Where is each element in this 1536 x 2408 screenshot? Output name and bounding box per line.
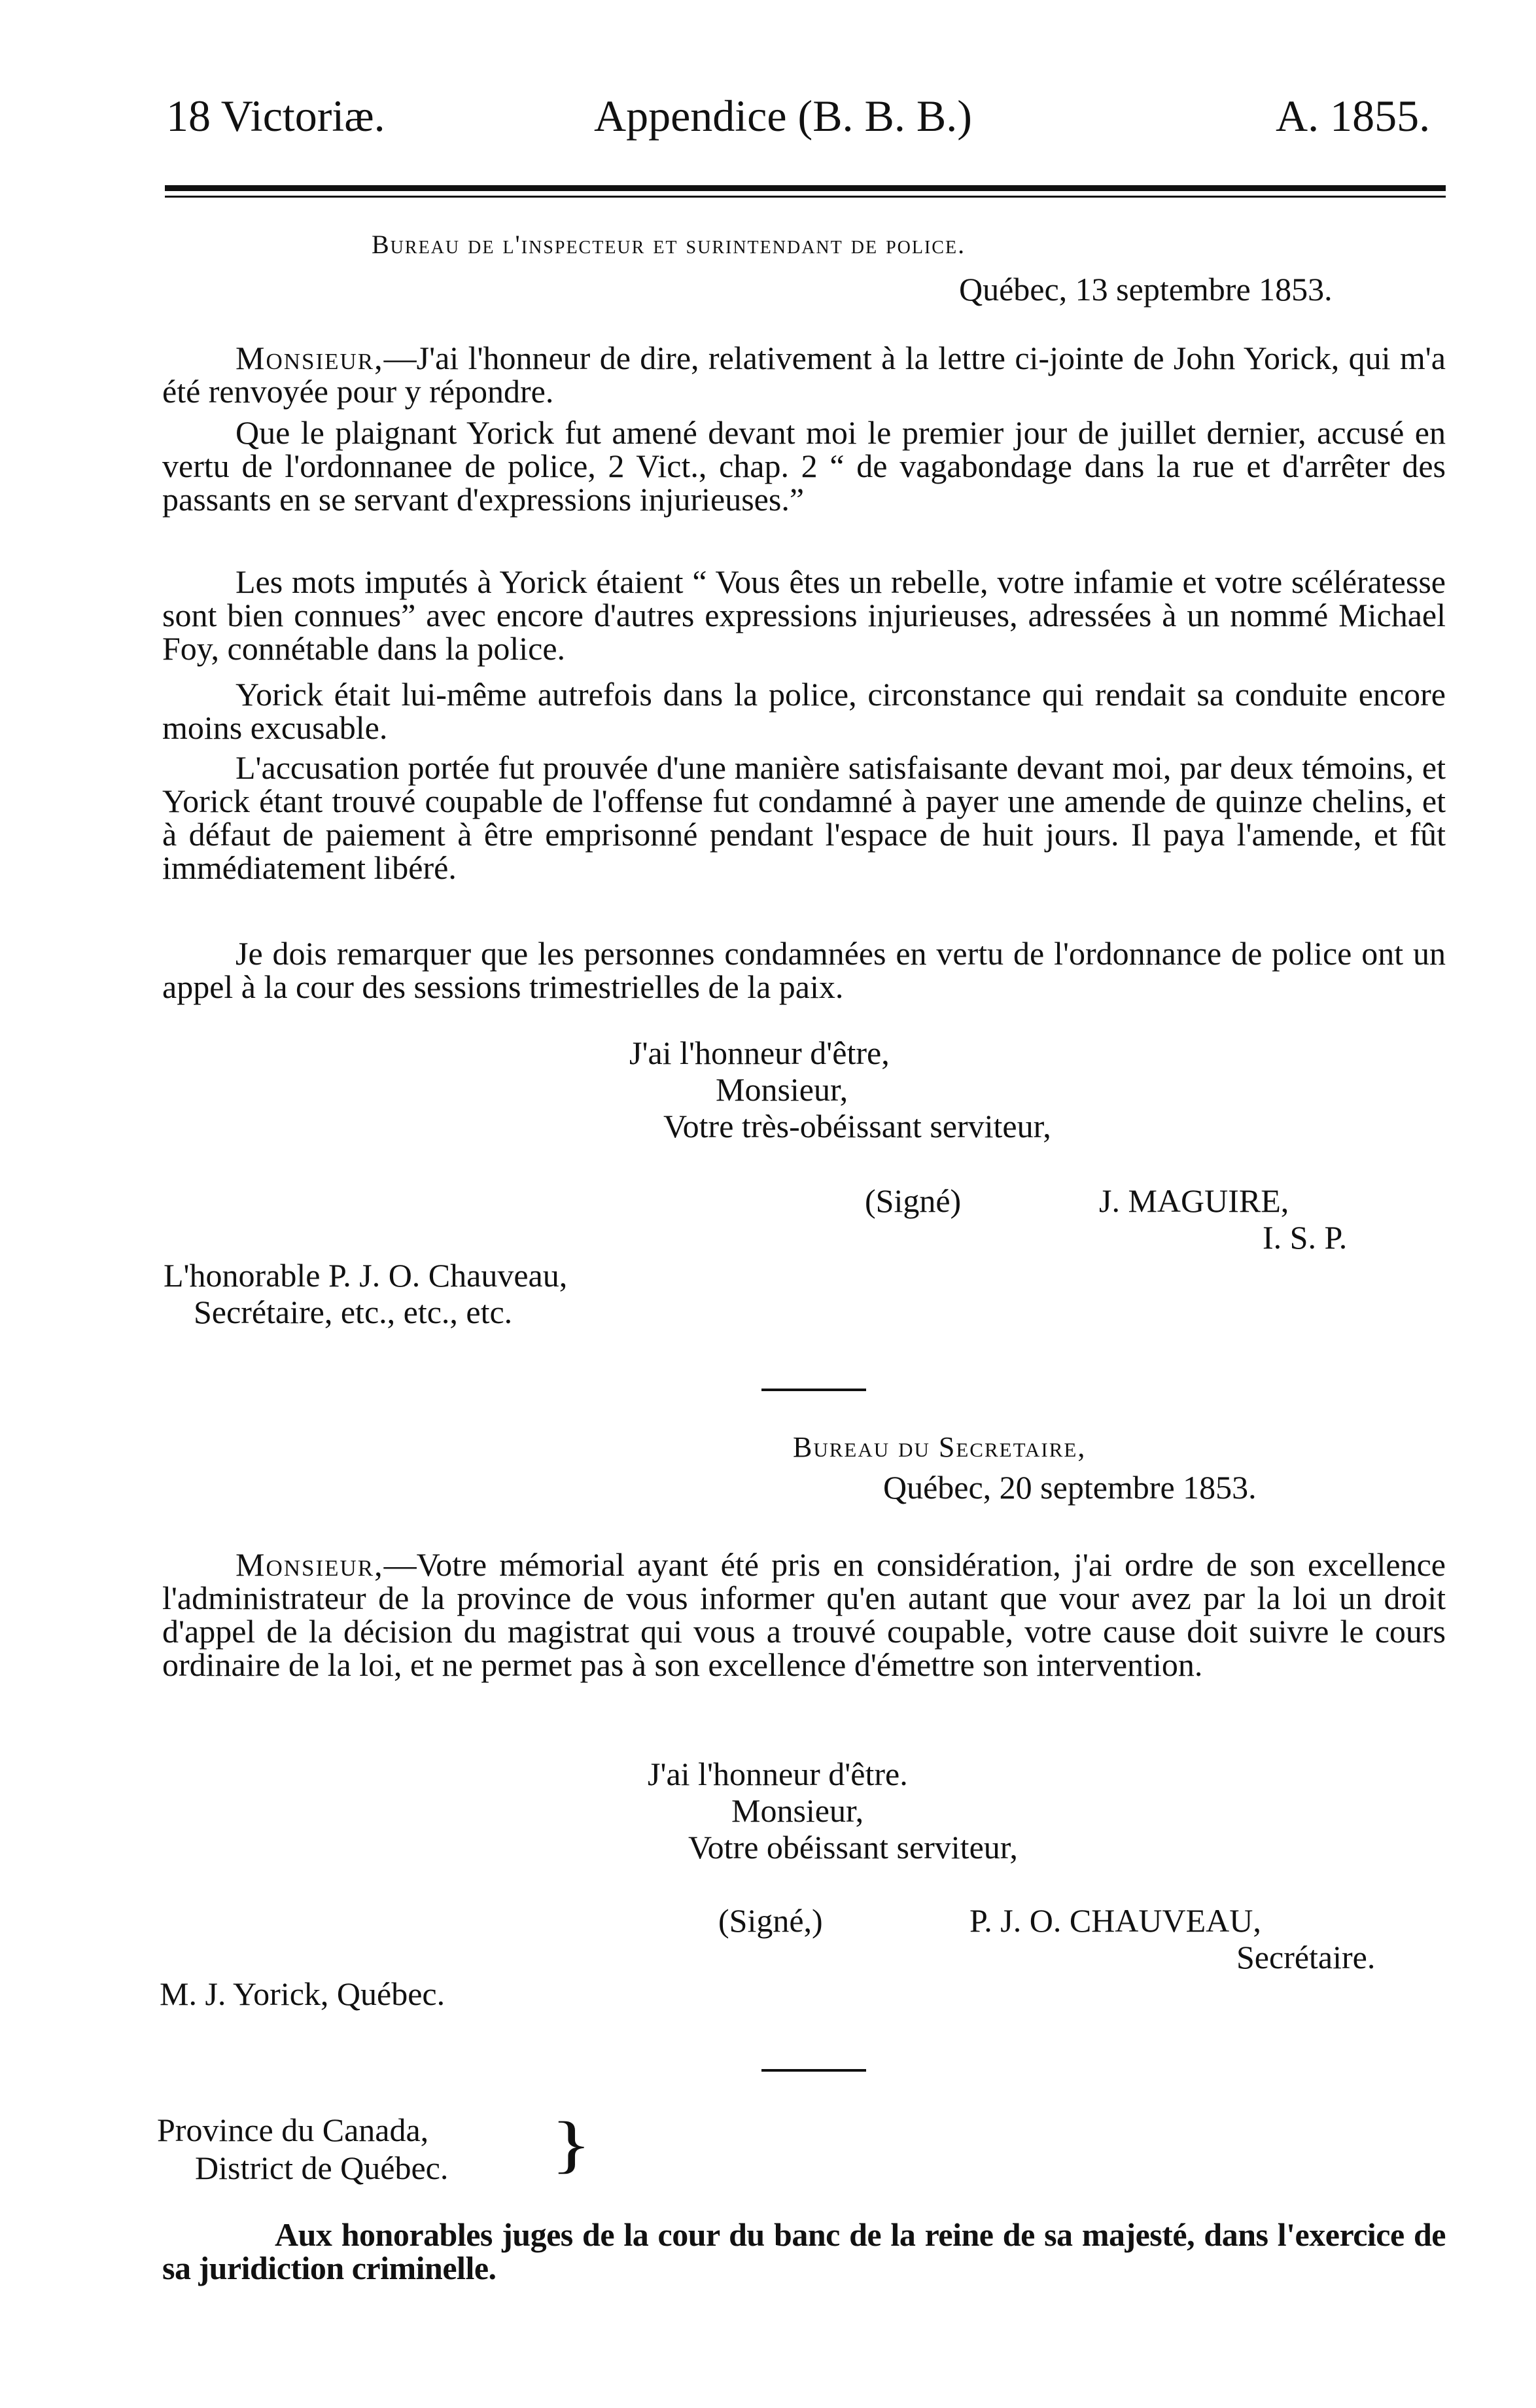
letter1-closing-1: J'ai l'honneur d'être, [629,1035,890,1071]
letter1-paragraph-4: Yorick était lui-même autrefois dans la police, circonstance qui rendait sa conduite encore moins excusable. [162,676,1446,746]
letter2-signer: P. J. O. CHAUVEAU, [969,1902,1261,1939]
letter2-salutation: Monsieur, [236,1546,384,1583]
letter2-addressee: M. J. Yorick, Québec. [160,1975,445,2012]
header-rule-thick [165,185,1446,191]
location-district: District de Québec. [195,2150,449,2186]
letter1-signed: (Signé) [865,1182,962,1219]
letter1-dateline: Québec, 13 septembre 1853. [959,271,1333,308]
letter2-signer-title: Secrétaire. [1236,1939,1376,1975]
header-center: Appendice (B. B. B.) [594,91,972,141]
location-province: Province du Canada, [157,2112,429,2148]
letter2-dateline: Québec, 20 septembre 1853. [883,1469,1257,1506]
letter1-closing-2: Monsieur, [716,1071,848,1108]
letter2-p1-text: —Votre mémorial ayant été pris en considération, j'ai ordre de son excellence l'administrateur de la province de vous informer qu'en autant que vour avez par la loi un droit d'appel de la décision du magistrat qui vous a trouvé coupable, votre cause doit suivre le cours ordinaire de la loi, et ne permet pas à son excellence d'émettre son intervention. [162,1546,1446,1683]
letter1-salutation: Monsieur, [236,340,384,376]
header-right: A. 1855. [1276,91,1431,141]
letter2-signed: (Signé,) [718,1902,823,1939]
letter1-addressee-1: L'honorable P. J. O. Chauveau, [164,1257,568,1294]
letter2-heading: Bureau du Secretaire, [793,1431,1087,1463]
location-brace: } [551,2109,592,2180]
letter1-closing-3: Votre très-obéissant serviteur, [663,1108,1051,1144]
letter1-p1-text: —J'ai l'honneur de dire, relativement à la lettre ci-jointe de John Yorick, qui m'a été renvoyée pour y répondre. [162,340,1446,410]
letter1-paragraph-2: Que le plaignant Yorick fut amené devant moi le premier jour de juillet dernier, accusé en vertu de l'ordonnanee de police, 2 Vict., chap. 2 “ de vagabondage dans la rue et d'arrêter des passants en se servant d'expressions injurieuses.” [162,414,1446,518]
letter1-paragraph-1 [162,342,1446,408]
letter1-heading: Bureau de l'inspecteur et surintendant de police. [372,230,966,259]
header-rule-thin [165,196,1446,198]
letter1-paragraph-6: Je dois remarquer que les personnes condamnées en vertu de l'ordonnance de police ont un appel à la cour des sessions trimestrielles de la paix. [162,935,1446,1005]
letter1-paragraph-3: Les mots imputés à Yorick étaient “ Vous êtes un rebelle, votre infamie et votre scélératesse sont bien connues” avec encore d'autres expressions injurieuses, adressées à un nommé Michael Foy, connétable dans la police. [162,563,1446,667]
letter1-signer-title: I. S. P. [1263,1219,1348,1256]
letter1-signer: J. MAGUIRE, [1099,1182,1289,1219]
letter2-closing-1: J'ai l'honneur d'être. [648,1756,908,1792]
letter1-addressee-2: Secrétaire, etc., etc., etc. [194,1294,513,1330]
section3-paragraph: Aux honorables juges de la cour du banc de la reine de sa majesté, dans l'exercice de sa juridiction criminelle. [162,2216,1446,2286]
letter1-paragraph-5: L'accusation portée fut prouvée d'une manière satisfaisante devant moi, par deux témoins, et Yorick étant trouvé coupable de l'offense fut condamné à payer une amende de quinze chelins, et à défaut de paiement à être emprisonné pendant l'espace de huit jours. Il paya l'amende, et fût immédiatement libéré. [162,749,1446,886]
divider-1 [761,1389,866,1391]
letter2-closing-3: Votre obéissant serviteur, [688,1829,1018,1866]
divider-2 [761,2069,866,2072]
header-left: 18 Victoriæ. [166,91,385,141]
letter2-paragraph-1 [162,1548,1446,1682]
letter2-closing-2: Monsieur, [731,1792,864,1829]
